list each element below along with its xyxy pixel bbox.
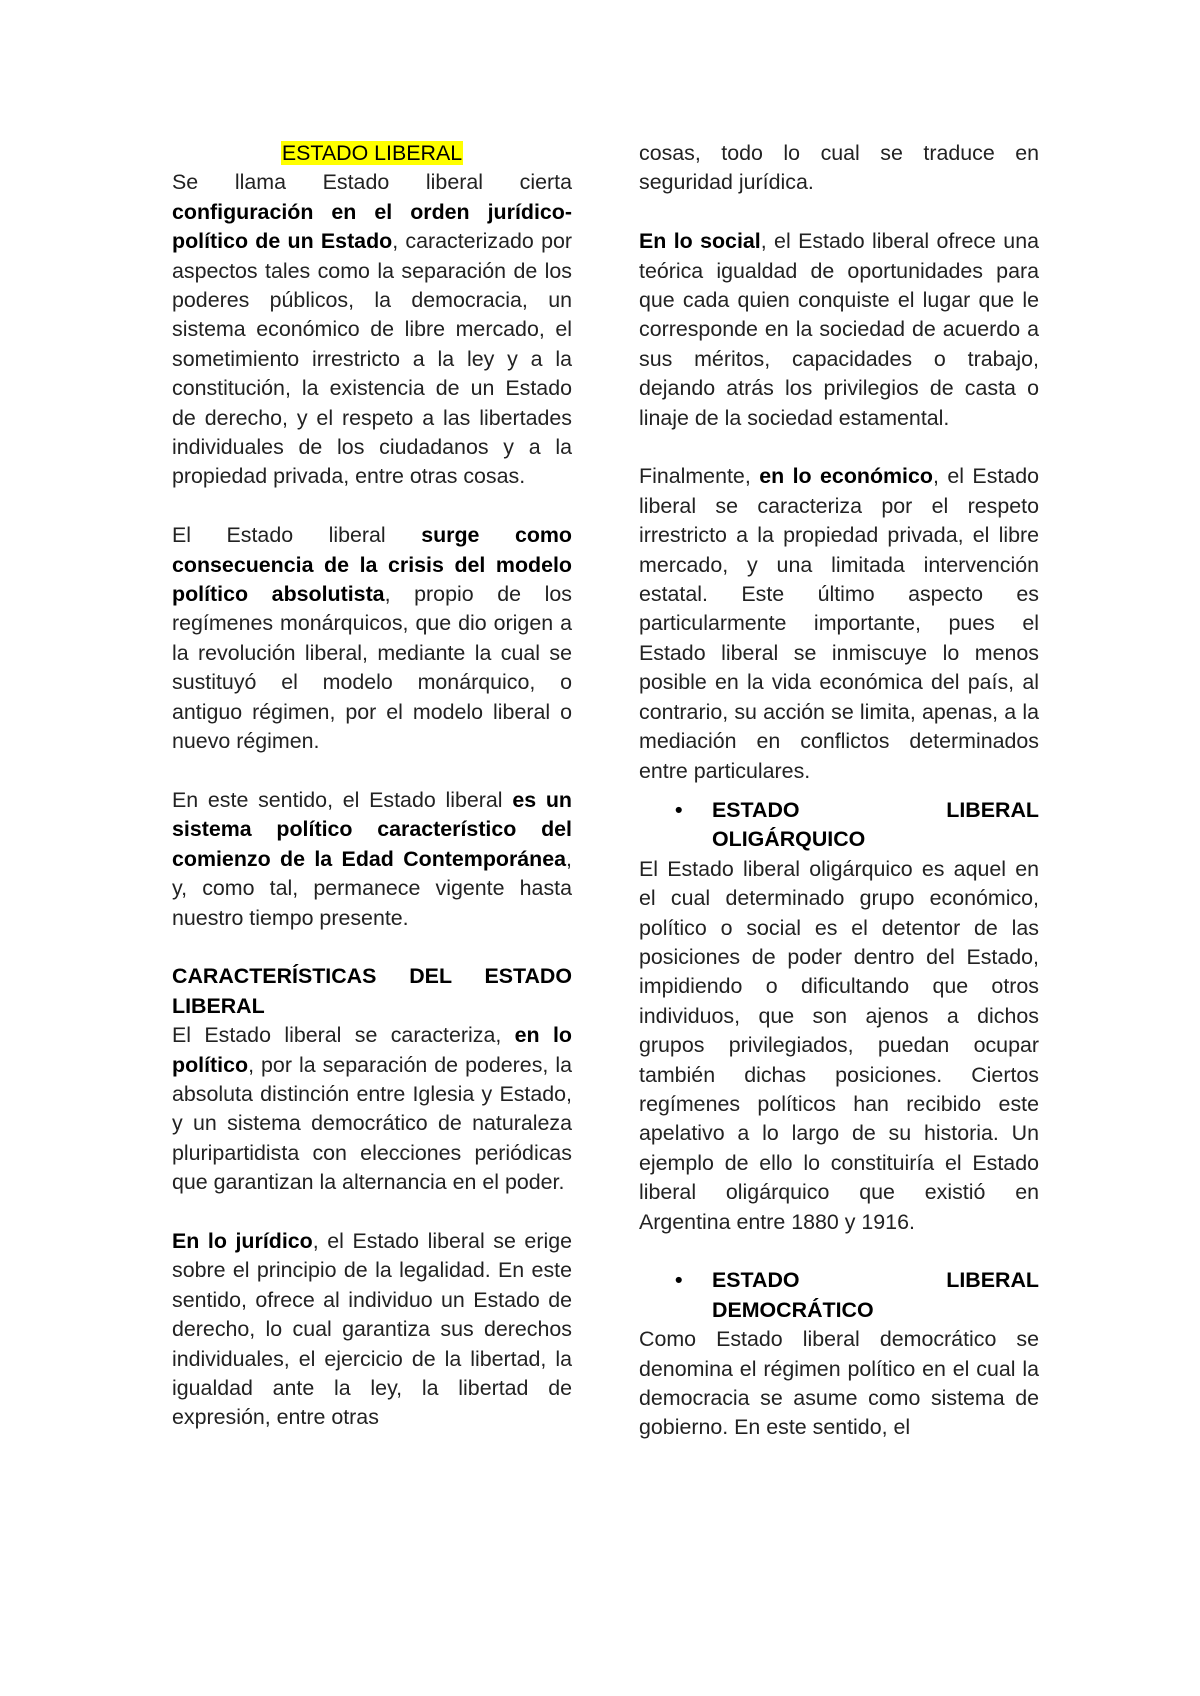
text-run: El Estado liberal xyxy=(172,523,422,548)
title-line xyxy=(172,139,572,168)
paragraph-democratic: Como Estado liberal democrático se denomina el régimen político en el cual la democracia se asume como sistema de gobierno. En este sentido, el xyxy=(639,1327,1039,1440)
bullet-heading-oligarchic xyxy=(639,796,1039,855)
left-column xyxy=(172,139,572,1433)
text-run: , caracterizado por aspectos tales como la separación de los poderes públicos, la democracia, un sistema económico de libre mercado, el sometimiento irrestricto a la ley y a la constitución, la existencia de un Estado de derecho, y el respeto a las libertades individuales de los ciudadanos y a la propiedad privada, entre otras cosas. xyxy=(172,229,572,489)
text-run: En este sentido, el Estado liberal xyxy=(172,787,513,812)
paragraph-contemporary xyxy=(172,786,572,933)
text-run: , propio de los regímenes monárquicos, que dio origen a la revolución liberal, mediante la cual se sustituyó el modelo monárquico, o antiguo régimen, por el modelo liberal o nuevo régimen. xyxy=(172,582,572,754)
bold-text: En lo social xyxy=(639,229,761,254)
paragraph-juridical xyxy=(172,1227,572,1433)
document-title: ESTADO LIBERAL xyxy=(281,141,463,165)
bold-text: En lo jurídico xyxy=(172,1228,313,1253)
text-run: Finalmente, xyxy=(639,464,760,489)
paragraph-political xyxy=(172,1021,572,1197)
bold-text: surge como consecuencia de la crisis del modelo político absolutista xyxy=(172,523,573,607)
bold-text: en lo económico xyxy=(759,464,933,489)
bullet-icon: • xyxy=(675,1268,683,1293)
bold-text: configuración en el orden jurídico-político de un Estado xyxy=(172,199,572,254)
paragraph-oligarchic: El Estado liberal oligárquico es aquel en el cual determinado grupo económico, político o social es el detentor de las posiciones de poder dentro del Estado, impidiendo o dificultando que otros individuos, que son ajenos a dichos grupos privilegiados, puedan ocupar también dichas posiciones. Ciertos regímenes políticos han recibido este apelativo a lo largo de su historia. Un ejemplo de ello lo constituiría el Estado liberal oligárquico que existió en Argentina entre 1880 y 1916. xyxy=(639,856,1039,1234)
bullet-text: ESTADO LIBERAL DEMOCRÁTICO xyxy=(712,1268,1039,1322)
bullet-heading-democratic xyxy=(639,1266,1039,1325)
paragraph-economic xyxy=(639,462,1039,785)
text-run: Se llama Estado liberal cierta xyxy=(172,170,572,195)
right-column xyxy=(639,139,1039,1443)
bullet-icon: • xyxy=(675,797,683,822)
text-run: , por la separación de poderes, la absoluta distinción entre Iglesia y Estado, y un sistema democrático de naturaleza pluripartidista con elecciones periódicas que garantizan la alternancia en el poder. xyxy=(172,1052,572,1195)
text-run: , el Estado liberal se erige sobre el principio de la legalidad. En este sentido, ofrece al individuo un Estado de derecho, lo cual garantiza sus derechos individuales, el ejercicio de la libertad, la igualdad ante la ley, la libertad de expresión, entre otras xyxy=(172,1228,572,1430)
paragraph-social xyxy=(639,227,1039,433)
paragraph-continuation: cosas, todo lo cual se traduce en seguridad jurídica. xyxy=(639,141,1039,195)
bullet-text: ESTADO LIBERAL OLIGÁRQUICO xyxy=(712,797,1039,852)
bold-text: es un sistema político característico del comienzo de la Edad Contemporánea xyxy=(172,787,572,871)
paragraph-origin xyxy=(172,521,572,756)
bold-text: en lo político xyxy=(172,1023,572,1077)
text-run: , el Estado liberal se caracteriza por el respeto irrestricto a la propiedad privada, el libre mercado, y una limitada intervención estatal. Este último aspecto es particularmente importante, pues el Estado liberal se inmiscuye lo menos posible en la vida económica del país, al contrario, su acción se limita, apenas, a la mediación en conflictos determinados entre particulares. xyxy=(639,464,1040,783)
paragraph-definition xyxy=(172,168,572,491)
section-heading: CARACTERÍSTICAS DEL ESTADO LIBERAL xyxy=(172,964,572,1018)
text-run: , el Estado liberal ofrece una teórica igualdad de oportunidades para que cada quien conquiste el lugar que le corresponde en la sociedad de acuerdo a sus méritos, capacidades o trabajo, dejando atrás los privilegios de casta o linaje de la sociedad estamental. xyxy=(639,229,1039,430)
text-run: El Estado liberal se caracteriza, xyxy=(172,1023,515,1048)
text-run: , y, como tal, permanece vigente hasta nuestro tiempo presente. xyxy=(172,846,572,930)
